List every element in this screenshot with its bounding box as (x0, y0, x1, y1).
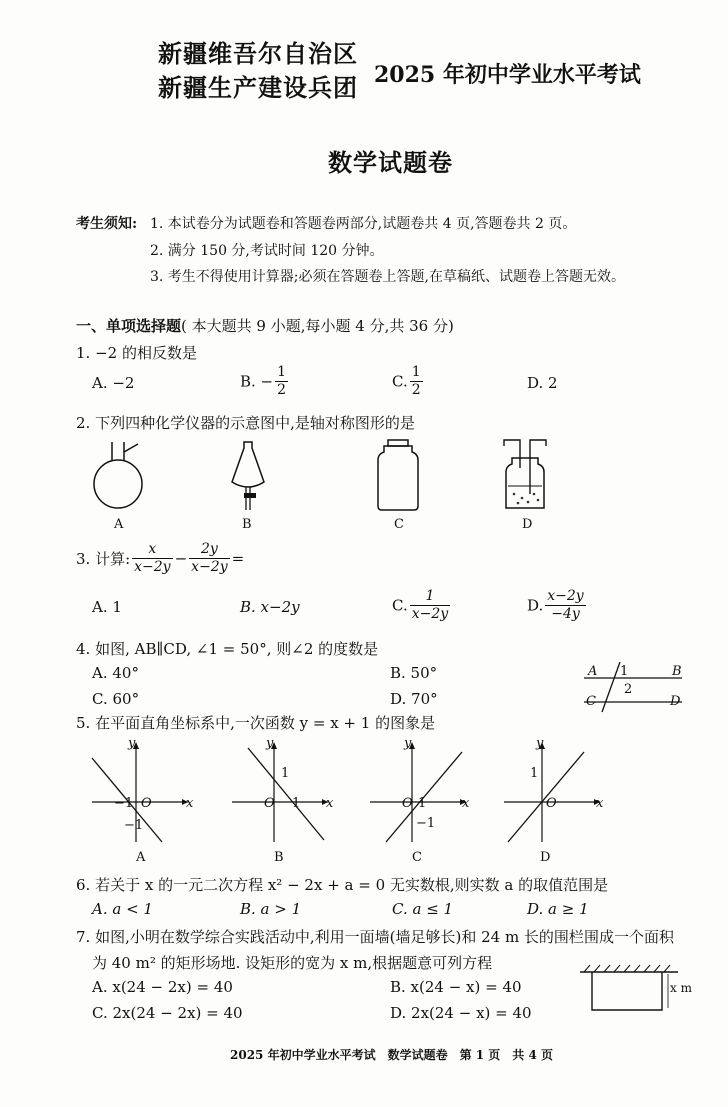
graph-d (500, 738, 610, 846)
page-footer: 2025 年初中学业水平考试 数学试题卷 第 1 页 共 4 页 (230, 1048, 553, 1062)
graph-a-o: O (141, 796, 152, 811)
fig4-label-a: A (588, 664, 598, 679)
graph-d-1-y: 1 (530, 766, 539, 781)
q7-option-b: B. x(24 − x) = 40 (390, 978, 522, 996)
graph-c-neg1-y: −1 (416, 816, 436, 831)
fig4-label-c: C (586, 694, 596, 709)
graph-a-neg1-y: −1 (124, 818, 144, 833)
graph-b-1-y: 1 (281, 766, 290, 781)
graph-d-o: O (546, 796, 557, 811)
q6-option-a: A. a < 1 (92, 900, 153, 918)
q5-label-a: A (136, 850, 146, 865)
graph-a-x: x (186, 796, 194, 811)
gas-bottle-figure-d (500, 438, 550, 512)
q5-label-b: B (274, 850, 284, 865)
q4-option-b: B. 50° (390, 664, 438, 682)
region-line-1: 新疆维吾尔自治区 (158, 39, 358, 68)
graph-b-1-x: 1 (292, 796, 301, 811)
notice-item-2: 2. 满分 150 分,考试时间 120 分钟。 (150, 243, 384, 259)
q6-option-d: D. a ≥ 1 (527, 900, 589, 918)
graph-c-1-x: 1 (418, 796, 427, 811)
q4-option-c: C. 60° (92, 690, 140, 708)
fig4-label-d: D (670, 694, 681, 709)
q5-stem: 5. 在平面直角坐标系中,一次函数 y = x + 1 的图象是 (76, 714, 436, 732)
region-line-2: 新疆生产建设兵团 (158, 73, 358, 102)
q6-option-c: C. a ≤ 1 (392, 900, 454, 918)
graph-a-neg1-x: −1 (114, 796, 134, 811)
q7-option-d: D. 2x(24 − x) = 40 (390, 1004, 532, 1022)
q7-stem-line-1: 7. 如图,小明在数学综合实践活动中,利用一面墙(墙足够长)和 24 m 长的围栏围成一个面积 (76, 928, 674, 946)
q7-option-c: C. 2x(24 − 2x) = 40 (92, 1004, 243, 1022)
q1-stem: 1. −2 的相反数是 (76, 344, 197, 362)
section-name: 一、单项选择题 (76, 317, 182, 335)
parallel-lines-figure (584, 660, 684, 716)
q3-option-d: D. $\frac{x-2y}{-4y}$ (527, 588, 584, 622)
q2-label-a: A (114, 517, 124, 532)
graph-d-x: x (596, 796, 604, 811)
fig4-angle-1: 1 (620, 664, 629, 679)
q1-option-b: B. − $\frac{1}{2}$ (240, 364, 287, 398)
section-title (76, 315, 454, 336)
q5-label-d: D (540, 850, 551, 865)
q7-stem-line-2: 为 40 m² 的矩形场地. 设矩形的宽为 x m,根据题意可列方程 (92, 954, 493, 972)
notice-item-1: 1. 本试卷分为试题卷和答题卷两部分,试题卷共 4 页,答题卷共 2 页。 (150, 216, 577, 232)
paper-title: 数学试题卷 (328, 148, 453, 177)
exam-title: 2025 年初中学业水平考试 (374, 62, 641, 88)
flask-figure-a (90, 440, 150, 515)
q4-option-d: D. 70° (390, 690, 438, 708)
q5-label-c: C (412, 850, 422, 865)
q3-option-b: B. x−2y (240, 598, 300, 616)
graph-c-o: O (402, 796, 413, 811)
q2-stem: 2. 下列四种化学仪器的示意图中,是轴对称图形的是 (76, 414, 415, 432)
graph-b-x: x (326, 796, 334, 811)
q7-option-a: A. x(24 − 2x) = 40 (92, 978, 233, 996)
q3-option-a: A. 1 (92, 598, 122, 616)
graph-b (228, 738, 338, 846)
graph-d-y: y (536, 736, 544, 751)
section-note: ( 本大题共 9 小题,每小题 4 分,共 36 分) (181, 317, 454, 335)
q2-label-b: B (242, 517, 252, 532)
notice-item-3: 3. 考生不得使用计算器;必须在答题卷上答题,在草稿纸、试题卷上答题无效。 (150, 269, 625, 285)
q4-option-a: A. 40° (92, 664, 139, 682)
q6-option-b: B. a > 1 (240, 900, 302, 918)
fig4-label-b: B (672, 664, 682, 679)
q4-stem: 4. 如图, AB∥CD, ∠1 = 50°, 则∠2 的度数是 (76, 640, 379, 658)
funnel-figure-b (228, 440, 268, 516)
fig4-angle-2: 2 (624, 682, 633, 697)
graph-c-y: y (404, 736, 412, 751)
q3-stem: 3. 计算: $\frac{x}{x-2y}$ − $\frac{2y}{x-2y}$ = (76, 541, 245, 575)
q3-option-c: C. $\frac{1}{x-2y}$ (392, 588, 449, 622)
q1-option-a: A. −2 (92, 374, 135, 392)
q2-label-c: C (394, 517, 404, 532)
graph-b-o: O (264, 796, 275, 811)
q1-option-d: D. 2 (527, 374, 558, 392)
bottle-figure-c (376, 440, 422, 512)
graph-c-x: x (462, 796, 470, 811)
graph-b-y: y (266, 736, 274, 751)
q2-label-d: D (522, 517, 533, 532)
q6-stem: 6. 若关于 x 的一元二次方程 x² − 2x + a = 0 无实数根,则实数 a 的取值范围是 (76, 876, 609, 894)
fence-width-label: x m (670, 981, 692, 995)
notice-label: 考生须知: (76, 216, 138, 232)
graph-a-y: y (128, 736, 136, 751)
q1-option-c: C. $\frac{1}{2}$ (392, 364, 421, 398)
